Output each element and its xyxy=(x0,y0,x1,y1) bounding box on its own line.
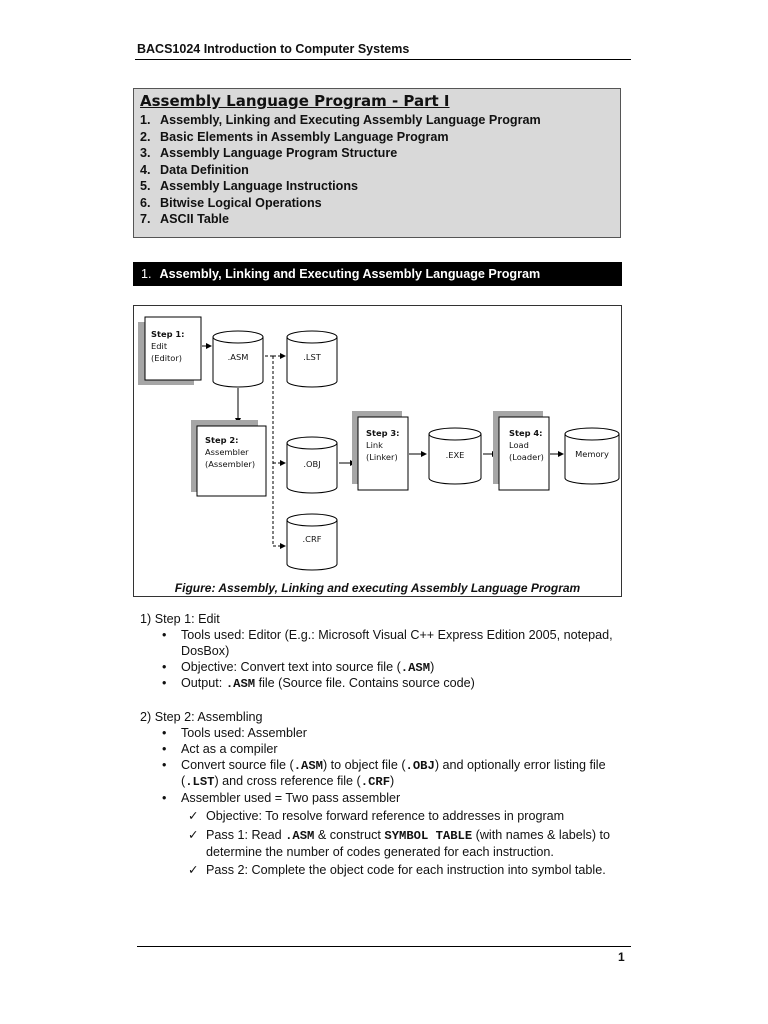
step1-bullets xyxy=(162,628,632,693)
list-item: • Assembler used = Two pass assembler ✓ Objective: To resolve forward reference to addresses in program ✓ Pass 1: Read .ASM & construct SYMBOL TABLE (with names & labels) to determine the number of codes generated for each instruction. ✓ Pass 2: Complete the object code for each instruction into symbol table. xyxy=(162,791,632,879)
check-item: ✓ Objective: To resolve forward reference to addresses in program xyxy=(181,809,632,825)
section-heading xyxy=(133,262,622,286)
step2-line3: (Assembler) xyxy=(205,459,256,469)
process-figure xyxy=(133,305,622,597)
list-item: • Act as a compiler xyxy=(162,742,632,758)
toc-item: 1. Assembly, Linking and Executing Assembly Language Program xyxy=(140,113,541,127)
step4-label: Step 4: xyxy=(509,428,543,438)
step3-label: Step 3: xyxy=(366,428,400,438)
list-item: • Tools used: Assembler xyxy=(162,726,632,742)
svg-text:.OBJ: .OBJ xyxy=(303,459,321,469)
toc-item: 4. Data Definition xyxy=(140,162,249,177)
list-item: • Objective: Convert text into source file (.ASM) xyxy=(162,660,632,677)
section-title: Assembly, Linking and Executing Assembly Language Program xyxy=(159,267,541,281)
toc-item: 3. Assembly Language Program Structure xyxy=(140,146,398,160)
step1-line3: (Editor) xyxy=(151,353,183,363)
svg-text:.LST: .LST xyxy=(303,352,321,362)
svg-text:.ASM: .ASM xyxy=(227,352,249,362)
exe-file-cylinder xyxy=(429,428,481,484)
step3-line2: Link xyxy=(366,440,383,450)
toc-list xyxy=(140,112,614,228)
assembler-checklist xyxy=(181,809,632,879)
check-item: ✓ Pass 1: Read .ASM & construct SYMBOL TABLE (with names & labels) to determine the number of codes generated for each instruction. xyxy=(181,828,632,861)
list-item: • Convert source file (.ASM) to object file (.OBJ) and optionally error listing file (.LST) and cross reference file (.CRF) xyxy=(162,758,632,792)
step2-heading: 2) Step 2: Assembling xyxy=(140,710,263,724)
list-item: • Tools used: Editor (E.g.: Microsoft Visual C++ Express Edition 2005, notepad, DosBox) xyxy=(162,628,632,660)
toc-item: 5. Assembly Language Instructions xyxy=(140,179,359,193)
lst-file-cylinder xyxy=(287,331,337,387)
step4-line2: Load xyxy=(509,440,529,450)
section-number: 1. xyxy=(141,267,152,281)
step4-line3: (Loader) xyxy=(509,452,544,462)
step1-label: Step 1: xyxy=(151,329,185,339)
crf-file-cylinder xyxy=(287,514,337,570)
step1-heading: 1) Step 1: Edit xyxy=(140,612,220,626)
step2-line2: Assembler xyxy=(205,447,249,457)
list-item: • Output: .ASM file (Source file. Contains source code) xyxy=(162,676,632,693)
table-of-contents xyxy=(133,88,621,238)
svg-text:.CRF: .CRF xyxy=(302,534,322,544)
toc-item: 6. Bitwise Logical Operations xyxy=(140,195,322,210)
check-item: ✓ Pass 2: Complete the object code for each instruction into symbol table. xyxy=(181,863,632,879)
step3-line3: (Linker) xyxy=(366,452,398,462)
course-title: BACS1024 Introduction to Computer Systems xyxy=(137,42,410,56)
svg-text:Memory: Memory xyxy=(575,449,609,459)
step1-line2: Edit xyxy=(151,341,168,351)
toc-title: Assembly Language Program - Part I xyxy=(140,92,450,110)
svg-text:.EXE: .EXE xyxy=(445,450,465,460)
step2-label: Step 2: xyxy=(205,435,239,445)
header-rule xyxy=(135,59,631,60)
process-diagram xyxy=(134,306,621,596)
step2-bullets xyxy=(162,726,632,879)
figure-caption: Figure: Assembly, Linking and executing Assembly Language Program xyxy=(174,581,581,595)
memory-cylinder xyxy=(565,428,619,484)
obj-file-cylinder xyxy=(287,437,337,493)
toc-item: 2. Basic Elements in Assembly Language Program xyxy=(140,129,449,144)
page-number: 1 xyxy=(618,950,625,964)
toc-item: 7. ASCII Table xyxy=(140,212,230,226)
asm-file-cylinder xyxy=(213,331,263,387)
footer-rule xyxy=(137,946,631,947)
